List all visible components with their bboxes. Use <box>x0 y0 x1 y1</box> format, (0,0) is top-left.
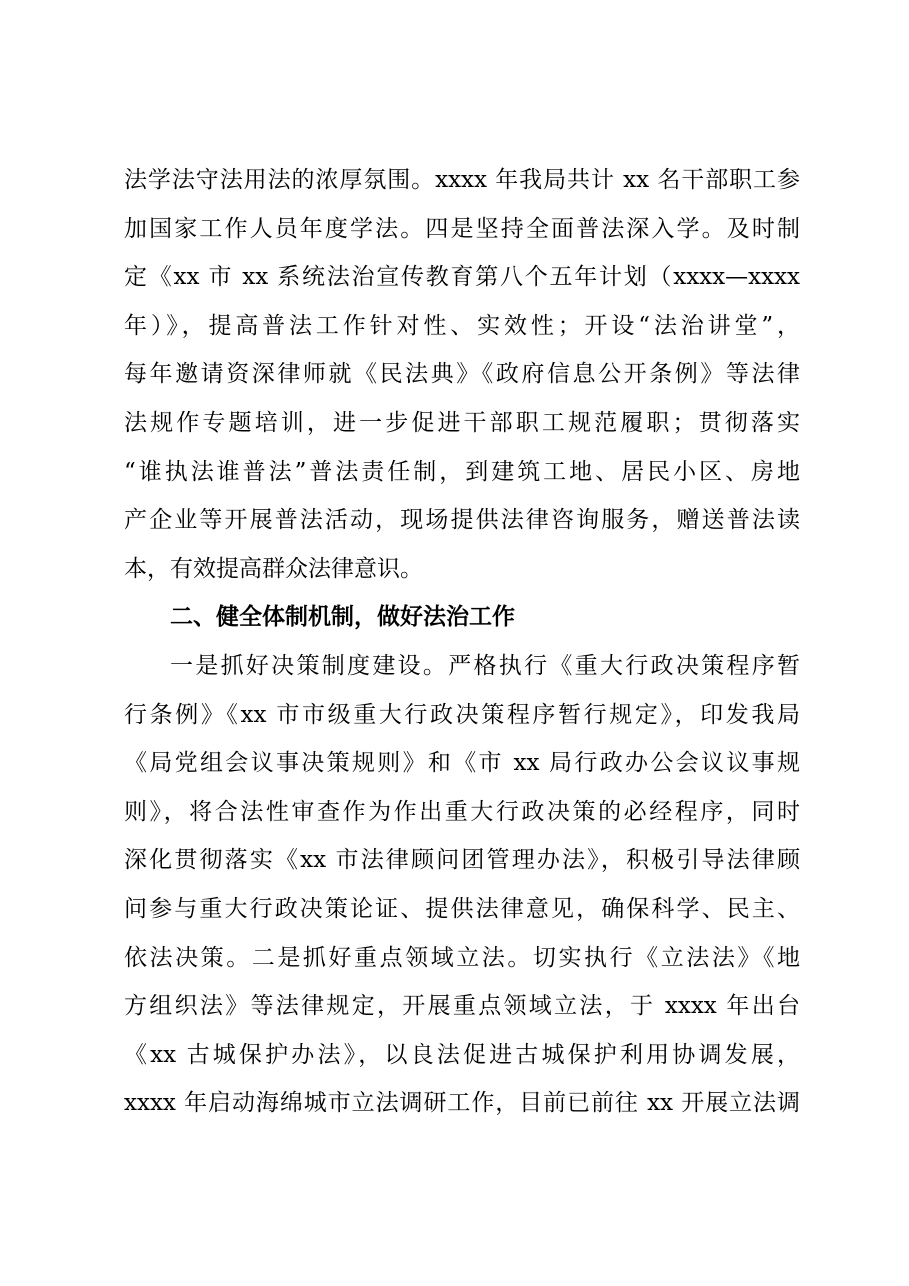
text-line: 法学法守法用法的浓厚氛围。xxxx 年我局共计 xx 名干部职工参 <box>124 167 800 193</box>
text-line: 则》，将合法性审查作为作出重大行政决策的必经程序，同时 <box>124 798 800 825</box>
text-line: xxxx 年启动海绵城市立法调研工作，目前已前往 xx 开展立法调 <box>124 1090 800 1117</box>
text-line: 依法决策。二是抓好重点领域立法。切实执行《立法法》《地 <box>124 944 800 971</box>
text-line: 年）》，提高普法工作针对性、实效性；开设“法治讲堂”， <box>124 312 800 339</box>
text-line: 法规作专题培训，进一步促进干部职工规范履职；贯彻落实 <box>124 409 800 436</box>
document-body <box>124 156 800 1128</box>
text-line: 加国家工作人员年度学法。四是坚持全面普法深入学。及时制 <box>124 215 800 242</box>
paragraph-legal-education <box>124 156 800 593</box>
paragraph-decision-system <box>124 642 800 1128</box>
text-line: 每年邀请资深律师就《民法典》《政府信息公开条例》等法律 <box>124 361 800 388</box>
section-heading: 二、健全体制机制，做好法治工作 <box>170 604 515 631</box>
text-line: 定《xx 市 xx 系统法治宣传教育第八个五年计划（xxxx—xxxx <box>124 264 800 291</box>
text-line: 方组织法》等法律规定，开展重点领域立法，于 xxxx 年出台 <box>124 993 800 1020</box>
text-line: 行条例》《xx 市市级重大行政决策程序暂行规定》，印发我局 <box>124 701 800 728</box>
text-line: 本，有效提高群众法律意识。 <box>124 555 423 582</box>
text-line: 产企业等开展普法活动，现场提供法律咨询服务，赠送普法读 <box>124 507 800 534</box>
text-line: 一是抓好决策制度建设。严格执行《重大行政决策程序暂 <box>170 652 800 679</box>
text-line: “谁执法谁普法”普法责任制，到建筑工地、居民小区、房地 <box>124 458 800 485</box>
text-line: 《xx 古城保护办法》，以良法促进古城保护利用协调发展， <box>124 1041 800 1068</box>
text-line: 《局党组会议事决策规则》和《市 xx 局行政办公会议议事规 <box>124 750 800 777</box>
text-line: 问参与重大行政决策论证、提供法律意见，确保科学、民主、 <box>124 895 800 922</box>
text-line: 深化贯彻落实《xx 市法律顾问团管理办法》，积极引导法律顾 <box>124 847 800 874</box>
